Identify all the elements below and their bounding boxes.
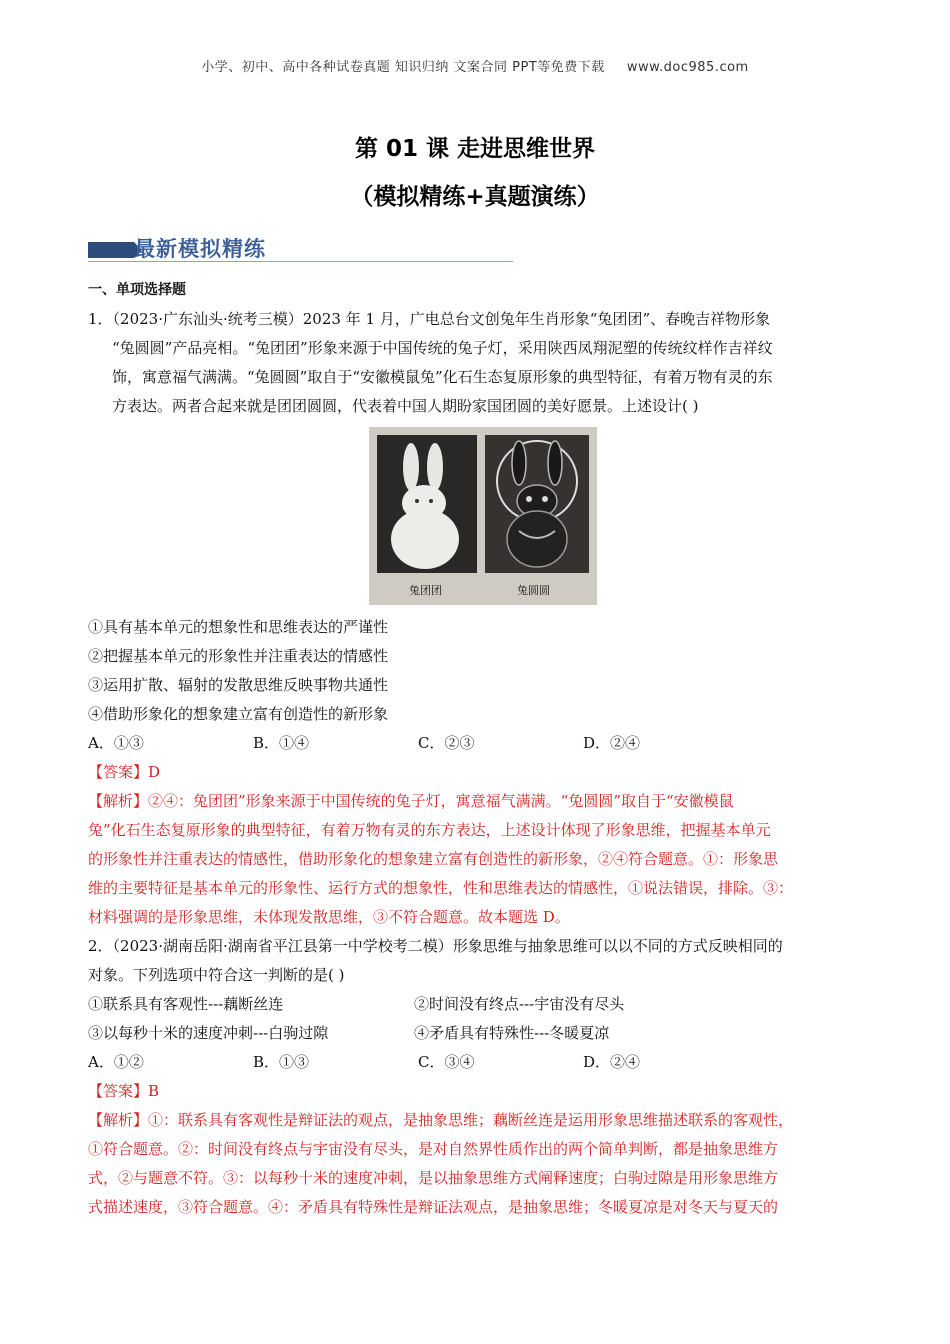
statement-row — [88, 990, 878, 1019]
statement: ①具有基本单元的想象性和思维表达的严谨性 — [88, 618, 389, 636]
banner-bar — [88, 242, 134, 258]
question-1 — [88, 305, 878, 932]
statement-row — [88, 1019, 878, 1048]
statement: ④借助形象化的想象建立富有创造性的新形象 — [88, 705, 389, 723]
question-line: 1．（2023·广东汕头·统考三模）2023 年 1 月，广电总台文创兔年生肖形象“兔团团”、春晚吉祥物形象 — [88, 310, 771, 328]
option-d[interactable]: D．②④ — [583, 734, 641, 752]
figure-caption-right: 兔圆圆 — [517, 584, 550, 597]
analysis-line: 材料强调的是形象思维，未体现发散思维，③不符合题意。故本题选 D。 — [88, 908, 570, 926]
analysis-line: 式描述速度，③符合题意。④：矛盾具有特殊性是辩证法观点，是抽象思维；冬暖夏凉是对冬天与夏天的 — [88, 1198, 779, 1216]
banner-underline — [88, 261, 513, 262]
analysis-line: 【解析】①：联系具有客观性是辩证法的观点，是抽象思维；藕断丝连是运用形象思维描述联系的客观性， — [88, 1111, 794, 1129]
option-a[interactable]: A．①② — [88, 1053, 144, 1071]
page-header — [0, 56, 950, 75]
analysis-line: ①符合题意。②：时间没有终点与宇宙没有尽头，是对自然界性质作出的两个简单判断，都是抽象思维方 — [88, 1140, 779, 1158]
question-line: 对象。下列选项中符合这一判断的是( ) — [88, 966, 345, 984]
banner-label: 最新模拟精练 — [134, 237, 266, 261]
statement: ④矛盾具有特殊性---冬暖夏凉 — [414, 1024, 610, 1042]
analysis-line: 的形象性并注重表达的情感性，借助形象化的想象建立富有创造性的新形象，②④符合题意。①：形象思 — [88, 850, 779, 868]
option-d[interactable]: D．②④ — [583, 1053, 641, 1071]
section-heading: 一、单项选择题 — [88, 282, 186, 298]
analysis-line: 维的主要特征是基本单元的形象性、运行方式的想象性，性和思维表达的情感性，①说法错误，排除。③： — [88, 879, 794, 897]
analysis-line: 式，②与题意不符。③：以每秒十米的速度冲刺，是以抽象思维方式阐释速度；白驹过隙是用形象思维方 — [88, 1169, 779, 1187]
header-site-link[interactable]: www.doc985.com — [626, 60, 749, 75]
statement: ①联系具有客观性---藕断丝连 — [88, 995, 284, 1013]
option-b[interactable]: B．①③ — [253, 1053, 310, 1071]
analysis-line: 兔”化石生态复原形象的典型特征，有着万物有灵的东方表达，上述设计体现了形象思维，把握基本单元 — [88, 821, 771, 839]
statement: ③运用扩散、辐射的发散思维反映事物共通性 — [88, 676, 389, 694]
statement: ②把握基本单元的形象性并注重表达的情感性 — [88, 647, 389, 665]
statement: ②时间没有终点---宇宙没有尽头 — [414, 995, 625, 1013]
question-line: 方表达。两者合起来就是团团圆圆，代表着中国人期盼家国团圆的美好愿景。上述设计( ) — [112, 397, 699, 415]
answer-options — [88, 1048, 878, 1077]
question-2 — [88, 932, 878, 1222]
analysis — [88, 1106, 878, 1222]
page-title: 第 01 课 走进思维世界 — [354, 136, 596, 162]
figure-caption-left: 兔团团 — [409, 584, 442, 597]
statement: ③以每秒十米的速度冲刺---白驹过隙 — [88, 1024, 329, 1042]
section-banner — [88, 232, 513, 264]
analysis-line: 【解析】②④：兔团团”形象来源于中国传统的兔子灯，寓意福气满满。“兔圆圆”取自于“安徽模鼠 — [88, 792, 734, 810]
answer-key: 【答案】D — [88, 763, 161, 781]
option-b[interactable]: B．①④ — [253, 734, 310, 752]
question-line: 2．（2023·湖南岳阳·湖南省平江县第一中学校考二模）形象思维与抽象思维可以以不同的方式反映相同的 — [88, 937, 783, 955]
page-subtitle: （模拟精练+真题演练） — [350, 184, 600, 210]
question-line: 饰，寓意福气满满。“兔圆圆”取自于“安徽模鼠兔”化石生态复原形象的典型特征，有着万物有灵的东 — [112, 368, 773, 386]
rabbit-figure-image — [369, 427, 597, 605]
header-text: 小学、初中、高中各种试卷真题 知识归纳 文案合同 PPT等免费下载 — [201, 60, 605, 75]
question-line: “兔圆圆”产品亮相。“兔团团”形象来源于中国传统的兔子灯，采用陕西凤翔泥塑的传统纹样作吉祥纹 — [112, 339, 773, 357]
answer-key: 【答案】B — [88, 1082, 160, 1100]
answer-options — [88, 729, 878, 758]
analysis — [88, 787, 878, 932]
document-content — [88, 276, 878, 1222]
option-a[interactable]: A．①③ — [88, 734, 144, 752]
option-c[interactable]: C．②③ — [418, 734, 475, 752]
option-c[interactable]: C．③④ — [418, 1053, 475, 1071]
